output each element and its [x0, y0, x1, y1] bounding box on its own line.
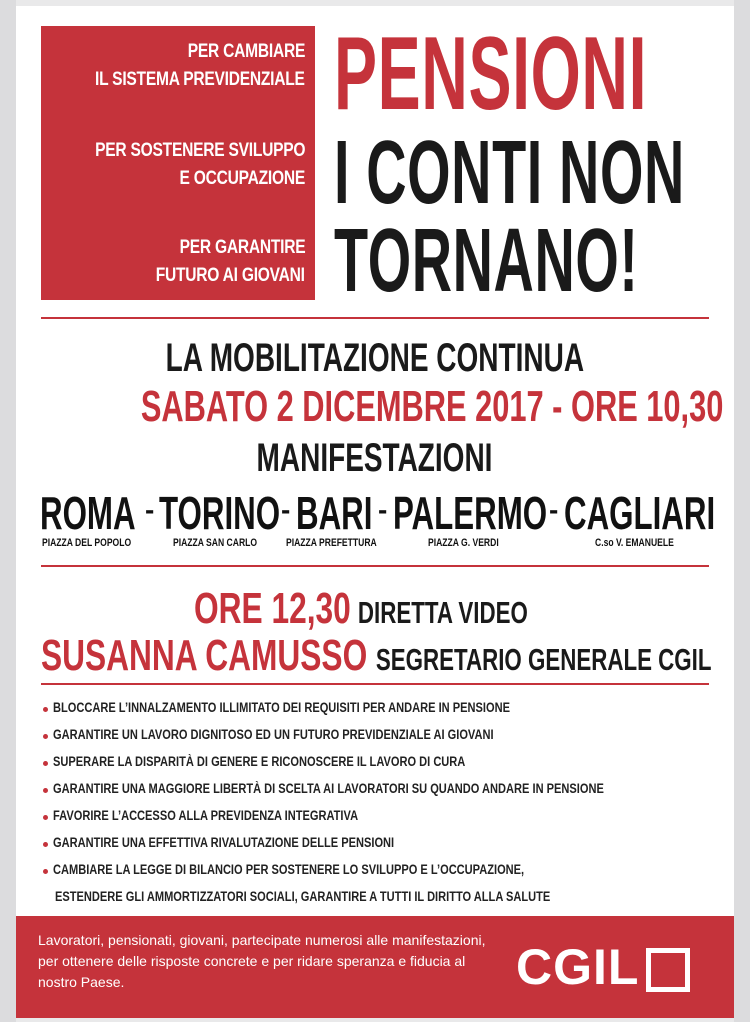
slogan-line: IL SISTEMA PREVIDENZIALE: [95, 69, 305, 90]
slogan-line: PER GARANTIRE: [179, 237, 305, 258]
slogan-line: PER CAMBIARE: [187, 41, 305, 62]
manifestations-heading: MANIFESTAZIONI: [257, 436, 493, 480]
speaker-name: SUSANNA CAMUSSO: [41, 631, 368, 680]
poster: [16, 6, 734, 1018]
city-place: PIAZZA PREFETTURA: [286, 537, 377, 549]
city-place: PIAZZA SAN CARLO: [173, 537, 258, 549]
list-item-continuation: ESTENDERE GLI AMMORTIZZATORI SOCIALI, GARANTIRE A TUTTI IL DIRITTO ALLA SALUTE: [55, 889, 551, 904]
list-item: FAVORIRE L’ACCESSO ALLA PREVIDENZA INTEGRATIVA: [41, 808, 721, 835]
city-roma: ROMA: [40, 487, 136, 539]
cgil-logo: CGIL: [516, 939, 640, 995]
city-separator: -: [281, 494, 291, 525]
list-item: SUPERARE LA DISPARITÀ DI GENERE E RICONOSCERE IL LAVORO DI CURA: [41, 754, 721, 781]
list-item: CAMBIARE LA LEGGE DI BILANCIO PER SOSTENERE LO SVILUPPO E L’OCCUPAZIONE,: [41, 862, 721, 889]
city-place: PIAZZA DEL POPOLO: [42, 537, 132, 549]
headline-line-2: I CONTI NON: [334, 123, 685, 223]
list-item: BLOCCARE L’INNALZAMENTO ILLIMITATO DEI REQUISITI PER ANDARE IN PENSIONE: [41, 700, 721, 727]
mobilization-heading: LA MOBILITAZIONE CONTINUA: [165, 336, 585, 380]
city-separator: -: [549, 494, 559, 525]
bullet-dot-icon: [43, 869, 48, 874]
city-place: PIAZZA G. VERDI: [428, 537, 499, 549]
divider: [41, 683, 709, 685]
footer-text: Lavoratori, pensionati, giovani, partecipate numerosi alle manifestazioni, per ottenere delle risposte concrete e per ridare speranza e fiducia al nostro Paese.: [38, 932, 486, 990]
live-label: DIRETTA VIDEO: [357, 595, 528, 630]
bullet-dot-icon: [43, 761, 48, 766]
headline-line-3: TORNANO!: [334, 211, 639, 311]
divider: [41, 565, 709, 567]
city-separator: -: [378, 494, 388, 525]
bullet-dot-icon: [43, 788, 48, 793]
list-item: GARANTIRE UNA EFFETTIVA RIVALUTAZIONE DELLE PENSIONI: [41, 835, 721, 862]
footer-banner: [16, 916, 734, 1018]
city-palermo: PALERMO: [393, 487, 548, 539]
bullet-dot-icon: [43, 734, 48, 739]
bullet-dot-icon: [43, 707, 48, 712]
city-torino: TORINO: [159, 487, 281, 539]
slogan-line: PER SOSTENERE SVILUPPO: [94, 140, 305, 161]
list-item: GARANTIRE UNA MAGGIORE LIBERTÀ DI SCELTA AI LAVORATORI SU QUANDO ANDARE IN PENSIONE: [41, 781, 721, 808]
city-place: C.so V. EMANUELE: [595, 537, 674, 549]
cgil-logo-square-icon: [646, 948, 690, 992]
bullet-dot-icon: [43, 815, 48, 820]
headline-pensioni: PENSIONI: [334, 16, 648, 132]
list-item: GARANTIRE UN LAVORO DIGNITOSO ED UN FUTURO PREVIDENZIALE AI GIOVANI: [41, 727, 721, 754]
city-cagliari: CAGLIARI: [564, 487, 716, 539]
event-date: SABATO 2 DICEMBRE 2017 - ORE 10,30: [140, 382, 724, 431]
city-separator: -: [145, 494, 155, 525]
speaker-role: SEGRETARIO GENERALE CGIL: [375, 642, 712, 677]
city-bari: BARI: [296, 487, 373, 539]
live-video-line: [194, 584, 528, 634]
divider: [41, 317, 709, 319]
page-edge-right: [734, 0, 750, 1022]
bullet-dot-icon: [43, 842, 48, 847]
demands-list: [41, 700, 721, 916]
live-time: ORE 12,30: [194, 584, 351, 633]
page-edge-left: [0, 0, 16, 1022]
slogan-panel: [41, 26, 315, 300]
speaker-line: [41, 631, 712, 681]
slogan-line: E OCCUPAZIONE: [179, 168, 305, 189]
slogan-line: FUTURO AI GIOVANI: [155, 265, 305, 286]
